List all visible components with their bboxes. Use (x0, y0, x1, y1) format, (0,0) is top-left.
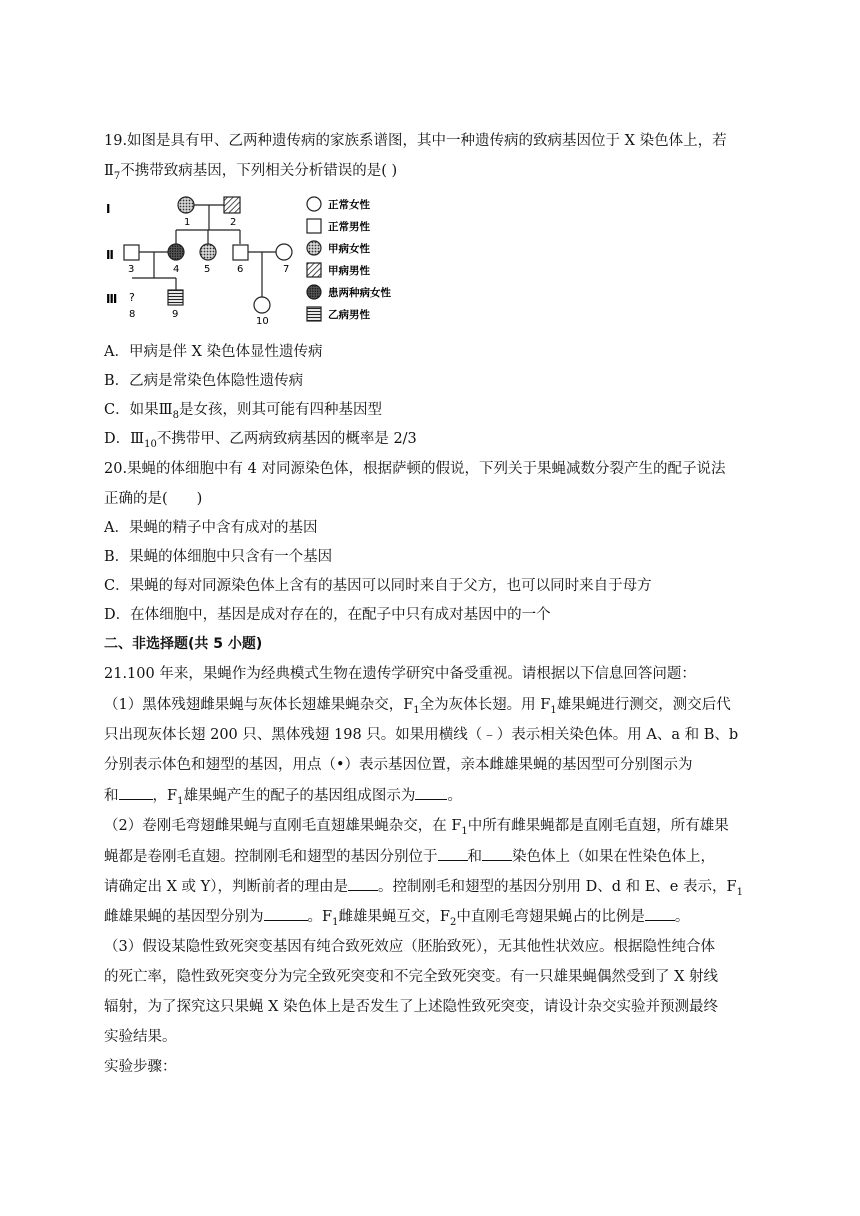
text: 染色体上（如果在性染色体上， (512, 849, 715, 865)
q19-option-b: B．乙病是常染色体隐性遗传病 (104, 373, 304, 389)
section-heading: 二、非选择题(共 5 小题) (104, 636, 263, 652)
text: 和 (467, 849, 482, 865)
legend-normal-female: 正常女性 (328, 199, 370, 211)
generation-label-3: Ⅲ (106, 292, 118, 306)
individual-9-disease-b-male (168, 290, 183, 305)
q19-stem-line2 (104, 161, 764, 187)
individual-6-normal-male (233, 245, 248, 260)
individual-3-normal-male (124, 245, 139, 260)
text: 。控制刚毛和翅型的基因分别用 D、d 和 E、e 表示，F (377, 879, 737, 895)
legend-both-diseases-female: 患两种病女性 (328, 287, 391, 299)
q21-steps-label: 实验步骤： (104, 1059, 177, 1075)
individual-2-affected-male (224, 197, 240, 213)
subscript: 7 (113, 170, 121, 182)
text: 请确定出 X 或 Y），判断前者的理由是 (104, 879, 348, 895)
label-6: 6 (237, 264, 244, 275)
legend-normal-male: 正常男性 (328, 221, 370, 233)
answer-blank[interactable] (438, 846, 468, 861)
subscript: 1 (177, 795, 184, 807)
q20-stem-line2: 正确的是( ) (104, 491, 203, 507)
subscript: 1 (413, 704, 420, 716)
legend-both-diseases-female-symbol (307, 285, 321, 299)
q20-stem-line1: 20.果蝇的体细胞中有 4 对同源染色体，根据萨顿的假说，下列关于果蝇减数分裂产生的配子说法 (104, 461, 726, 477)
legend-disease-b-male-symbol (307, 307, 321, 321)
q21-part1-line2: 只出现灰体长翅 200 只、黑体残翅 198 只。如果用横线（﹣）表示相关染色体。用 A、a 和 B、b (104, 727, 739, 743)
answer-blank[interactable] (264, 906, 308, 921)
answer-blank[interactable] (415, 785, 447, 800)
legend-disease-a-female-symbol (307, 241, 321, 255)
q19-stem-line1: 19.如图是具有甲、乙两种遗传病的家族系谱图，其中一种遗传病的致病基因位于 X 染色体上，若 (104, 133, 727, 149)
text: 。F (307, 909, 333, 925)
q20-option-d: D．在体细胞中，基因是成对存在的，在配子中只有成对基因中的一个 (104, 607, 551, 623)
label-10: 10 (256, 316, 269, 325)
label-3: 3 (128, 264, 135, 275)
q19-stem-text: 不携带致病基因，下列相关分析错误的是( ) (120, 163, 398, 179)
subscript: 1 (461, 825, 468, 837)
q21-part3-line2: 的死亡率，隐性致死突变分为完全致死突变和不完全致死突变。有一只雄果蝇偶然受到了 X 射线 (104, 969, 719, 985)
label-2: 2 (230, 217, 237, 228)
text: 雄果蝇产生的配子的基因组成图示为 (183, 788, 416, 804)
legend-normal-male-symbol (307, 219, 321, 233)
text: 和 (104, 788, 119, 804)
q21-part2-line3 (104, 876, 764, 903)
text: 中直刚毛弯翅果蝇占的比例是 (456, 909, 645, 925)
subscript: 1 (736, 886, 743, 898)
answer-blank[interactable] (645, 906, 675, 921)
q20-option-a: A．果蝇的精子中含有成对的基因 (104, 520, 318, 536)
generation-label-1: Ⅰ (106, 202, 111, 216)
legend-disease-a-female: 甲病女性 (328, 243, 370, 255)
legend-disease-a-male-symbol (307, 263, 321, 277)
individual-5-affected-female (200, 244, 216, 260)
individual-10-normal-female (254, 297, 270, 313)
pedigree-diagram (104, 190, 414, 325)
text: （1）黑体残翅雌果蝇与灰体长翅雄果蝇杂交，F (104, 697, 414, 713)
legend-normal-female-symbol (307, 197, 321, 211)
text: （2）卷刚毛弯翅雌果蝇与直刚毛直翅雄果蝇杂交，在 F (104, 818, 462, 834)
label-7: 7 (283, 264, 290, 275)
text: 蝇都是卷刚毛直翅。控制刚毛和翅型的基因分别位于 (104, 849, 438, 865)
text: 。 (674, 909, 690, 925)
q20-option-c: C．果蝇的每对同源染色体上含有的基因可以同时来自于父方，也可以同时来自于母方 (104, 578, 652, 594)
generation-label-2: Ⅱ (106, 248, 114, 262)
legend-disease-a-male: 甲病男性 (328, 265, 370, 277)
subscript: 1 (550, 704, 557, 716)
label-5: 5 (204, 264, 211, 275)
label-9: 9 (172, 309, 179, 320)
individual-1-affected-female (178, 197, 194, 213)
option-d-text: 不携带甲、乙两病致病基因的概率是 2/3 (156, 431, 417, 447)
q19-option-d (104, 429, 764, 455)
individual-8-unknown: ? (129, 291, 135, 304)
q21-part3-line3: 辐射，为了探究这只果蝇 X 染色体上是否发生了上述隐性致死突变，请设计杂交实验并预测最终 (104, 999, 719, 1015)
q21-part3-line4: 实验结果。 (104, 1029, 177, 1045)
legend-disease-b-male: 乙病男性 (328, 309, 370, 321)
q21-part2-line1 (104, 816, 764, 842)
individual-7-normal-female (276, 244, 292, 260)
q20-option-b: B．果蝇的体细胞中只含有一个基因 (104, 549, 333, 565)
q19-option-c (104, 400, 764, 426)
label-8: 8 (129, 309, 136, 320)
answer-blank[interactable] (482, 846, 512, 861)
text: 雌雄果蝇的基因型分别为 (104, 909, 264, 925)
q21-part1-line4 (104, 785, 764, 812)
q21-intro: 21.100 年来，果蝇作为经典模式生物在遗传学研究中备受重视。请根据以下信息回答问题： (104, 666, 696, 682)
option-c-text: 是女孩，则其可能有四种基因型 (178, 402, 382, 418)
individual-4-both-diseases-female (168, 244, 184, 260)
text: 全为灰体长翅。用 F (419, 697, 551, 713)
subscript: 10 (144, 438, 157, 450)
text: 。 (447, 788, 462, 804)
subscript: 8 (172, 409, 179, 421)
q21-part3-line1: （3）假设某隐性致死突变基因有纯合致死效应（胚胎致死），无其他性状效应。根据隐性纯合体 (104, 939, 715, 955)
label-4: 4 (173, 264, 180, 275)
text: ，F (152, 788, 178, 804)
q21-part2-line4 (104, 906, 764, 933)
answer-blank[interactable] (348, 876, 378, 891)
q19-option-a: A．甲病是伴 X 染色体显性遗传病 (104, 344, 323, 360)
text: 雌雄果蝇互交，F (338, 909, 450, 925)
subscript: 2 (450, 916, 457, 928)
q21-part2-line2 (104, 846, 764, 867)
q21-part1-line1 (104, 695, 764, 721)
q21-part1-line3: 分别表示体色和翅型的基因，用点（•）表示基因位置，亲本雌雄果蝇的基因型可分别图示为 (104, 757, 693, 773)
text: 中所有雌果蝇都是直刚毛直翅，所有雄果 (467, 818, 729, 834)
roman-numeral: Ⅱ (104, 163, 114, 179)
subscript: 1 (332, 916, 339, 928)
label-1: 1 (184, 217, 191, 228)
text: 雄果蝇进行测交，测交后代 (556, 697, 731, 713)
answer-blank[interactable] (119, 785, 153, 800)
option-d-text: D．Ⅲ (104, 431, 145, 447)
option-c-text: C．如果Ⅲ (104, 402, 173, 418)
